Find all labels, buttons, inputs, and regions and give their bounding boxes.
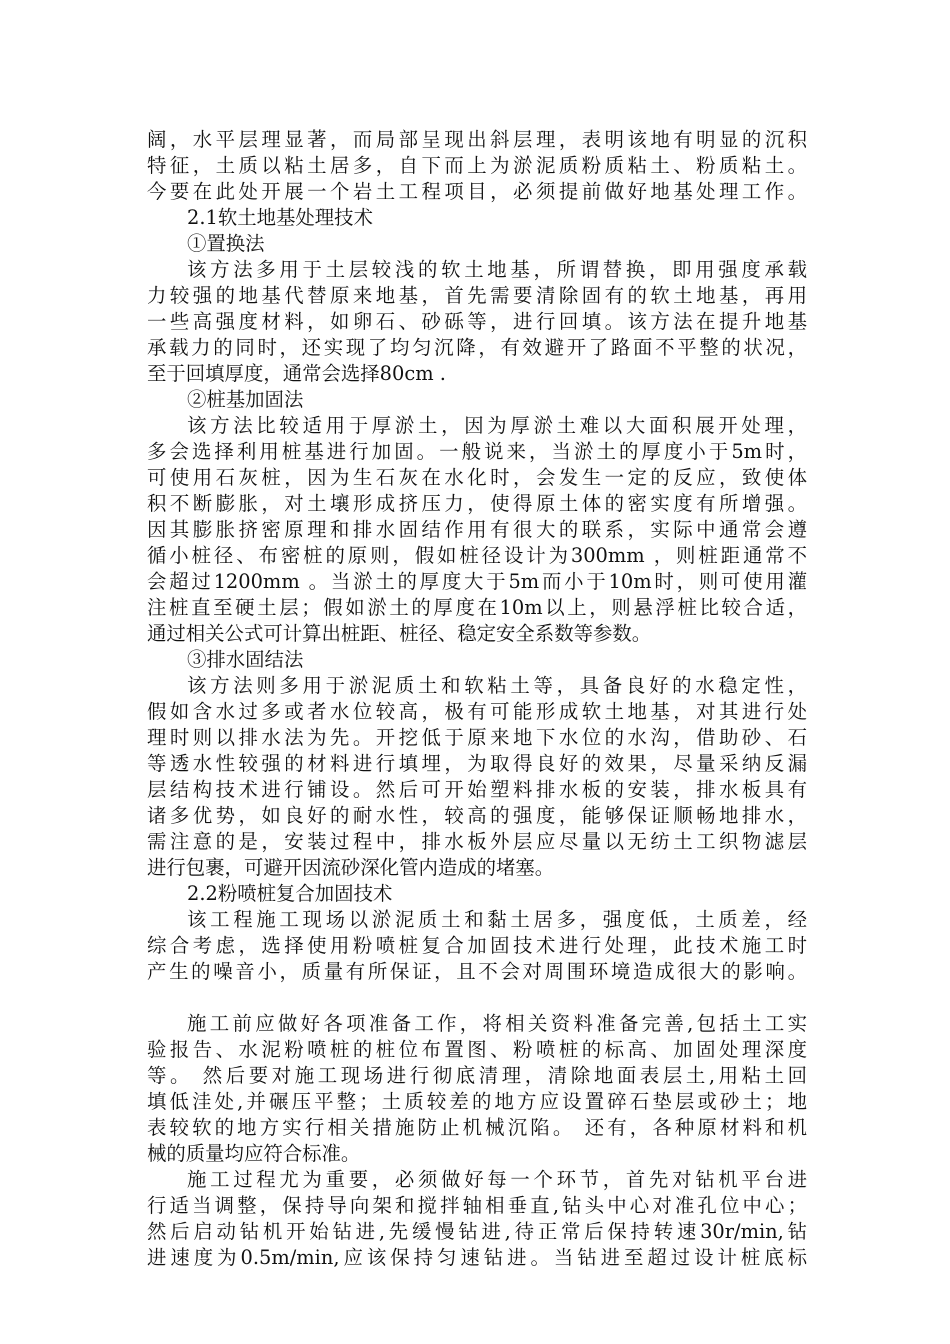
text-line: 该方法则多用于淤泥质土和软粘土等，具备良好的水稳定性， (187, 674, 807, 697)
text-line: 综合考虑，选择使用粉喷桩复合加固技术进行处理，此技术施工时 (147, 934, 807, 957)
text-line: 通过相关公式可计算出桩距、桩径、稳定安全系数等参数。 (147, 622, 652, 645)
text-line: 等透水性较强的材料进行填埋，为取得良好的效果，尽量采纳反漏 (147, 752, 807, 775)
text-line: 然后启动钻机开始钻进,先缓慢钻进,待正常后保持转速30r/min,钻 (147, 1220, 807, 1243)
text-line: 理时则以排水法为先。开挖低于原来地下水位的水沟，借助砂、石 (147, 726, 807, 749)
text-line: 力较强的地基代替原来地基，首先需要清除固有的软土地基，再用 (147, 284, 807, 307)
text-line: 2.1软土地基处理技术 (187, 206, 373, 229)
text-line: 因其膨胀挤密原理和排水固结作用有很大的联系，实际中通常会遵 (147, 518, 807, 541)
text-line: 等。 然后要对施工现场进行彻底清理，清除地面表层土,用粘土回 (147, 1064, 807, 1087)
text-line: 积不断膨胀，对土壤形成挤压力，使得原土体的密实度有所增强。 (147, 492, 807, 515)
text-line: 施工前应做好各项准备工作，将相关资料准备完善,包括土工实 (187, 1012, 807, 1035)
text-line: 注桩直至硬土层；假如淤土的厚度在10m以上，则悬浮桩比较合适， (147, 596, 807, 619)
text-line: 该工程施工现场以淤泥质土和黏土居多，强度低，土质差，经 (187, 908, 807, 931)
text-line: 层结构技术进行铺设。然后可开始塑料排水板的安装，排水板具有 (147, 778, 807, 801)
text-line: ②桩基加固法 (187, 388, 304, 411)
text-line: 验报告、水泥粉喷桩的桩位布置图、粉喷桩的标高、加固处理深度 (147, 1038, 807, 1061)
text-line: 至于回填厚度，通常会选择80cm . (147, 362, 446, 385)
text-line: 产生的噪音小，质量有所保证，且不会对周围环境造成很大的影响。 (147, 960, 807, 983)
text-line: 循小桩径、布密桩的原则，假如桩径设计为300mm ，则桩距通常不 (147, 544, 807, 567)
text-line: 该方法多用于土层较浅的软土地基，所谓替换，即用强度承载 (187, 258, 807, 281)
text-line: 会超过1200mm 。当淤土的厚度大于5m而小于10m时，则可使用灌 (147, 570, 807, 593)
text-line: 特征，土质以粘土居多，自下而上为淤泥质粉质粘土、粉质粘土。 (147, 154, 807, 177)
text-line: 假如含水过多或者水位较高，极有可能形成软土地基，对其进行处 (147, 700, 807, 723)
text-line: 承载力的同时，还实现了均匀沉降，有效避开了路面不平整的状况， (147, 336, 807, 359)
text-line: 今要在此处开展一个岩土工程项目，必须提前做好地基处理工作。 (147, 180, 807, 203)
text-line: 械的质量均应符合标准。 (147, 1142, 361, 1165)
text-line: 施工过程尤为重要，必须做好每一个环节，首先对钻机平台进 (187, 1168, 807, 1191)
text-line: 进行包裹，可避开因流砂深化管内造成的堵塞。 (147, 856, 555, 879)
text-line: ③排水固结法 (187, 648, 304, 671)
text-line: 一些高强度材料，如卵石、砂砾等，进行回填。该方法在提升地基 (147, 310, 807, 333)
text-line: ①置换法 (187, 232, 265, 255)
text-line: 表较软的地方实行相关措施防止机械沉陷。 还有，各种原材料和机 (147, 1116, 807, 1139)
text-line: 行适当调整，保持导向架和搅拌轴相垂直,钻头中心对准孔位中心； (147, 1194, 807, 1217)
text-line: 多会选择利用桩基进行加固。一般说来，当淤土的厚度小于5m时， (147, 440, 807, 463)
text-line: 可使用石灰桩，因为生石灰在水化时，会发生一定的反应，致使体 (147, 466, 807, 489)
text-line: 需注意的是，安装过程中，排水板外层应尽量以无纺土工织物滤层 (147, 830, 807, 853)
text-line: 2.2粉喷桩复合加固技术 (187, 882, 393, 905)
text-line: 进速度为0.5m/min,应该保持匀速钻进。当钻进至超过设计桩底标 (147, 1246, 807, 1269)
text-line: 该方法比较适用于厚淤土，因为厚淤土难以大面积展开处理， (187, 414, 807, 437)
text-line: 诸多优势，如良好的耐水性，较高的强度，能够保证顺畅地排水， (147, 804, 807, 827)
text-line: 填低洼处,并碾压平整；土质较差的地方应设置碎石垫层或砂土；地 (147, 1090, 807, 1113)
text-line: 阔，水平层理显著，而局部呈现出斜层理，表明该地有明显的沉积 (147, 128, 807, 151)
